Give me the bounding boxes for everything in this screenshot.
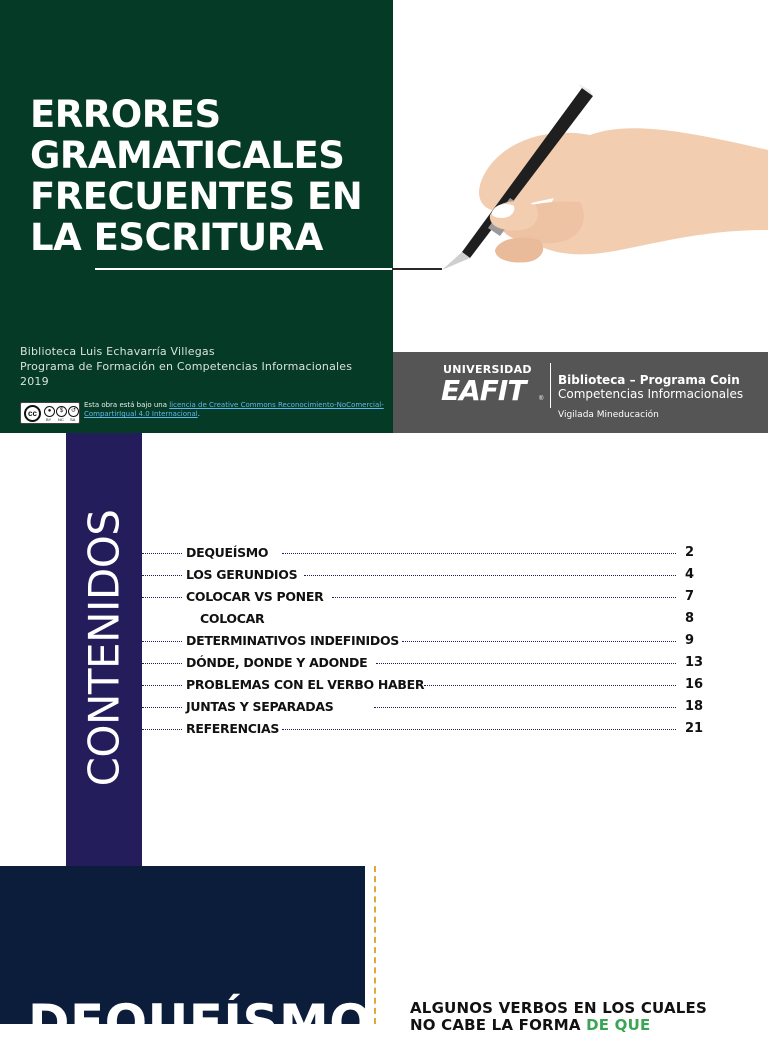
verbs-heading-line: ALGUNOS VERBOS EN LOS CUALES (410, 999, 707, 1017)
verbs-heading-prefix: NO CABE LA FORMA (410, 1016, 587, 1034)
pen-stroke-line (392, 268, 442, 270)
university-label: UNIVERSIDAD (443, 363, 532, 376)
contents-slide (0, 433, 768, 866)
program-name: Programa de Formación en Competencias Informacionales (20, 360, 353, 373)
toc-item[interactable] (142, 654, 702, 674)
toc-leader (332, 597, 676, 598)
cover-title-line: LA ESCRITURA (30, 216, 323, 259)
toc-leader (142, 597, 182, 598)
no-money-icon: $ (56, 406, 67, 417)
toc-leader (142, 553, 182, 554)
toc-page-number: 21 (685, 721, 704, 736)
toc-item-label: COLOCAR VS PONER (186, 589, 324, 604)
toc-item-label: REFERENCIAS (186, 721, 280, 736)
license-prefix: Esta obra está bajo una (84, 401, 170, 409)
toc-page-number: 7 (685, 589, 695, 604)
toc-page-number: 13 (685, 655, 704, 670)
creative-commons-badge-icon (20, 402, 80, 424)
toc-leader (142, 685, 182, 686)
toc-leader (142, 707, 182, 708)
dashed-divider (374, 866, 376, 1024)
toc-page-number: 16 (685, 677, 704, 692)
toc-leader (282, 729, 676, 730)
eafit-logo: EAFIT (441, 374, 526, 407)
toc-leader (402, 641, 676, 642)
toc-item-label: LOS GERUNDIOS (186, 567, 298, 582)
toc-leader (304, 575, 676, 576)
toc-item[interactable] (142, 632, 702, 652)
toc-item[interactable] (142, 676, 702, 696)
license-text (84, 401, 394, 419)
competencias-label: Competencias Informacionales (558, 387, 744, 401)
cover-title-line: FRECUENTES EN (30, 175, 363, 218)
verbs-heading-line (410, 1017, 707, 1034)
toc-page-number: 9 (685, 633, 695, 648)
dequeismo-navy-panel (0, 866, 373, 1052)
person-icon: ● (44, 406, 55, 417)
toc-item-label: JUNTAS Y SEPARADAS (186, 699, 334, 714)
license-link[interactable]: licencia de Creative Commons Reconocimiento-NoComercial-CompartirIgual 4.0 Internacional (84, 401, 384, 418)
license-row (20, 401, 390, 427)
toc-item[interactable] (142, 698, 702, 718)
toc-page-number: 2 (685, 545, 695, 560)
contents-heading: CONTENIDOS (79, 509, 129, 787)
toc-item-label: DÓNDE, DONDE Y ADONDE (186, 655, 368, 670)
toc-leader (142, 663, 182, 664)
toc-leader (142, 729, 182, 730)
toc-leader (424, 685, 676, 686)
library-name: Biblioteca Luis Echavarría Villegas (20, 345, 215, 358)
eafit-logo-bar (393, 352, 768, 433)
logo-divider (550, 363, 551, 408)
year: 2019 (20, 375, 49, 388)
toc-page-number: 18 (685, 699, 704, 714)
toc-leader (142, 641, 182, 642)
toc-item[interactable] (142, 720, 702, 740)
cover-title-line: GRAMATICALES (30, 134, 345, 177)
toc-leader (282, 553, 676, 554)
toc-item-label: PROBLEMAS CON EL VERBO HABER (186, 677, 425, 692)
registered-mark: ® (539, 396, 544, 402)
de-que-highlight: DE QUE (586, 1016, 651, 1034)
toc-leader (142, 575, 182, 576)
share-alike-icon: ↺ (68, 406, 79, 417)
license-suffix: . (197, 410, 200, 418)
toc-item-label: DEQUEÍSMO (186, 545, 269, 560)
toc-leader (376, 663, 676, 664)
cover-green-panel (0, 0, 393, 433)
verbs-heading (410, 1000, 707, 1034)
cover-credits (20, 344, 352, 389)
toc-page-number: 4 (685, 567, 695, 582)
toc-item-label: DETERMINATIVOS INDEFINIDOS (186, 633, 400, 648)
toc-item[interactable] (142, 588, 702, 608)
cc-icon: cc (24, 405, 41, 422)
cover-underline (95, 268, 440, 270)
cc-label: SA (70, 417, 76, 422)
cover-title-line: ERRORES (30, 93, 221, 136)
toc-item-label: COLOCAR (200, 611, 265, 626)
dequeismo-title: DEQUEÍSMO (28, 994, 373, 1052)
hand-writing-icon (440, 80, 768, 280)
cover-title (30, 94, 390, 258)
dequeismo-slide (0, 866, 768, 1052)
vigilada-label: Vigilada Mineducación (558, 410, 659, 420)
cc-label: BY (46, 417, 52, 422)
cover-slide (0, 0, 768, 433)
toc-page-number: 8 (685, 611, 695, 626)
toc-leader (374, 707, 676, 708)
toc-item[interactable] (142, 566, 702, 586)
library-program-label: Biblioteca – Programa Coin (558, 373, 740, 387)
toc-item[interactable] (142, 544, 702, 564)
toc-item[interactable] (142, 610, 702, 630)
cc-label: NC (58, 417, 64, 422)
